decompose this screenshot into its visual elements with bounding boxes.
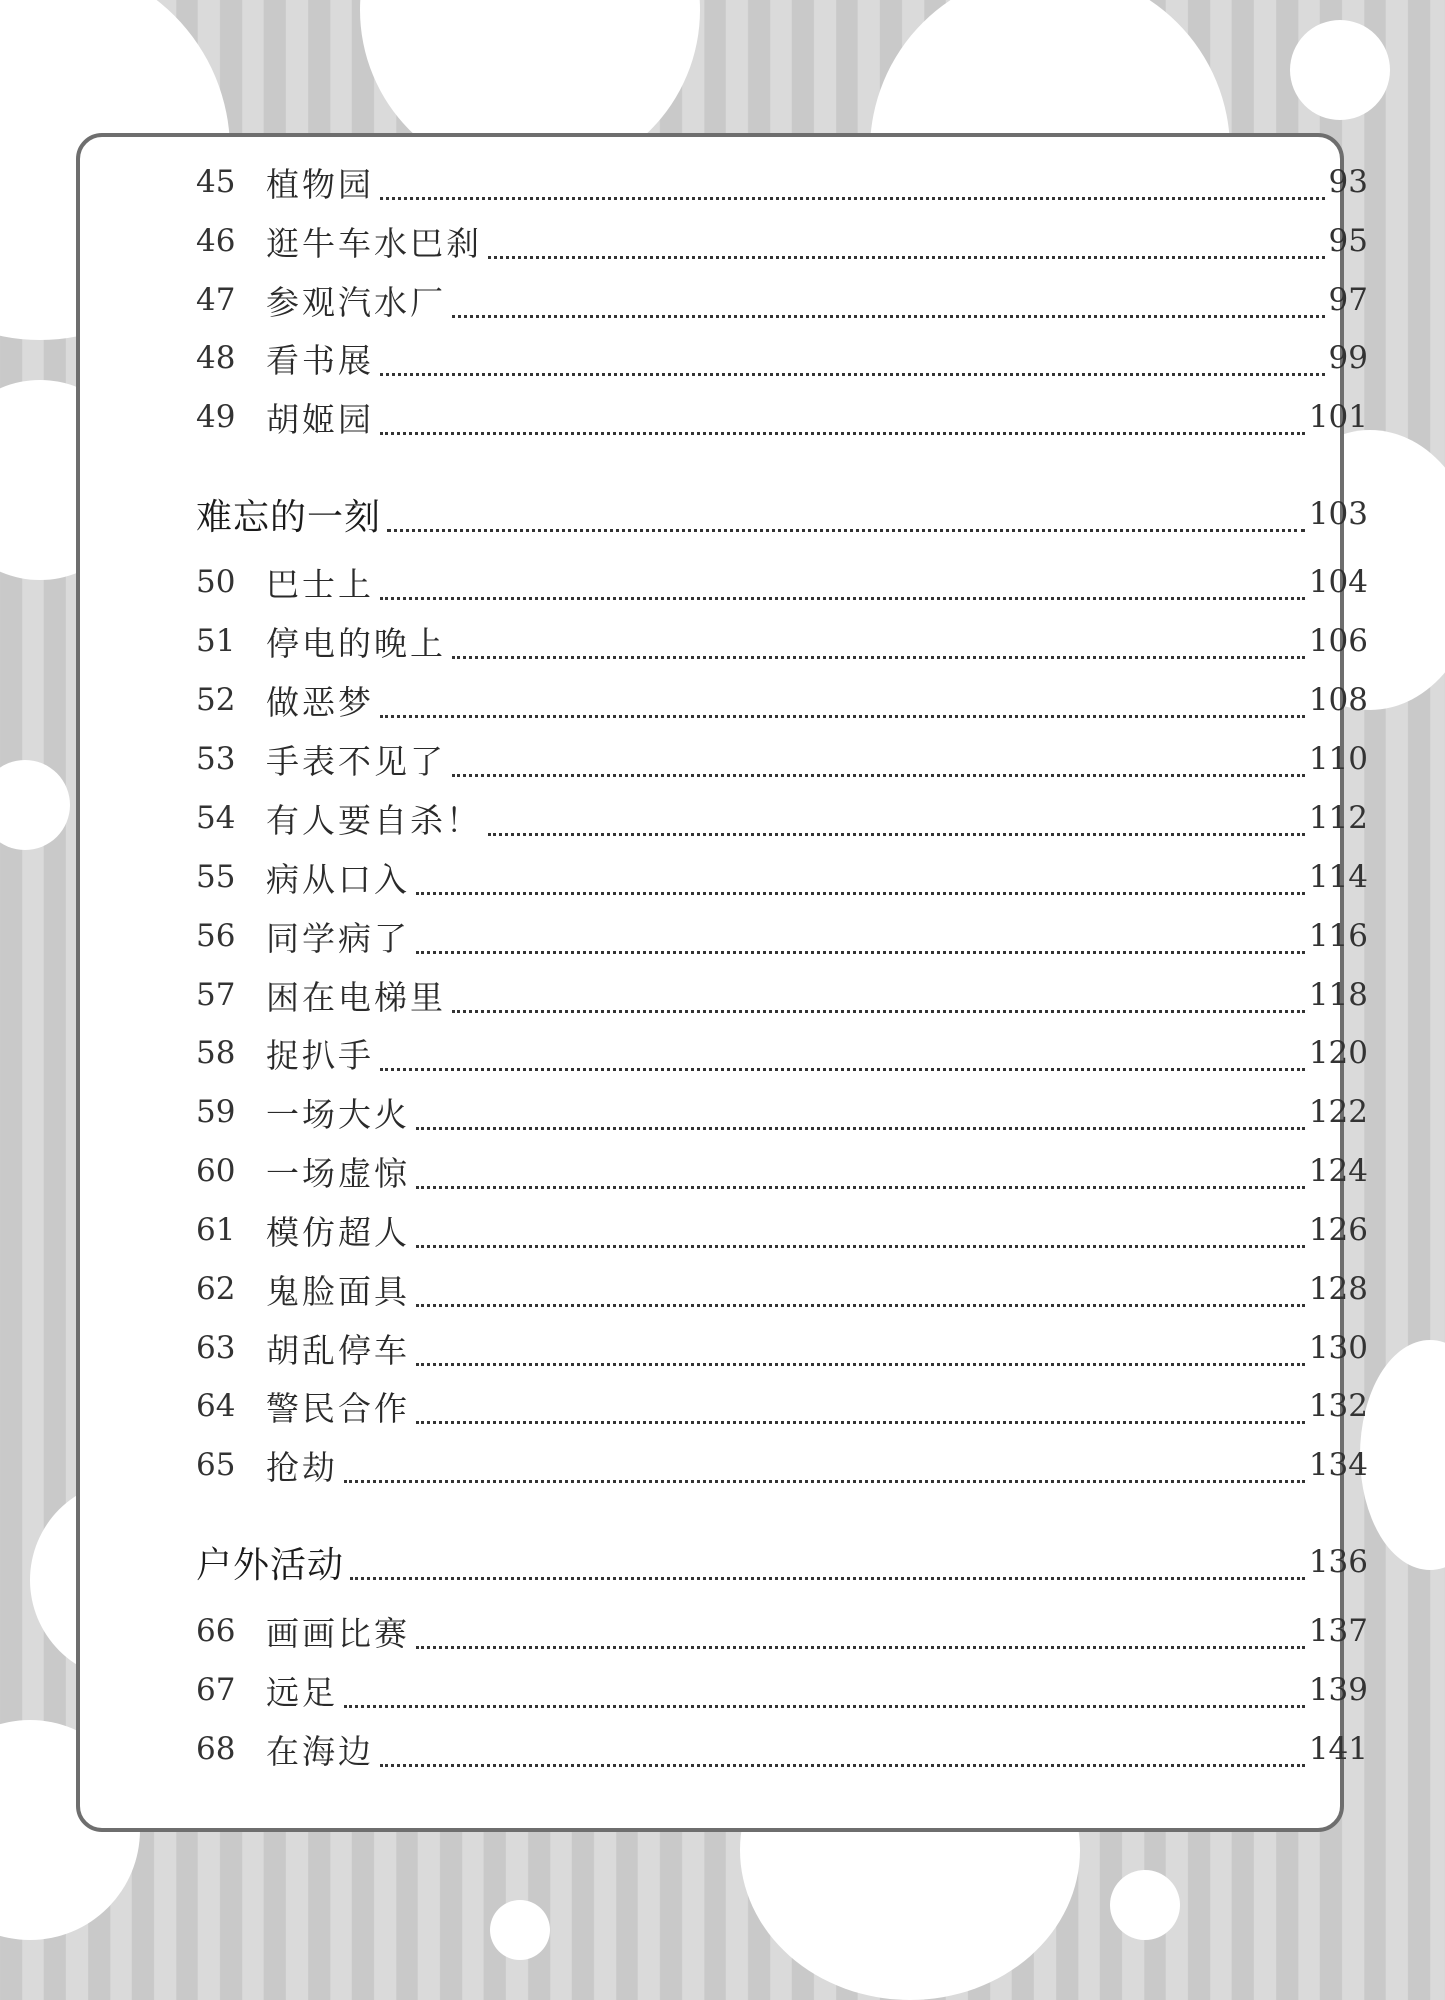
toc-entry xyxy=(196,392,1368,442)
toc-entry-title: 在海边 xyxy=(266,1731,374,1771)
toc-entry-number: 48 xyxy=(196,340,236,376)
toc-entry-title: 胡乱停车 xyxy=(266,1330,410,1370)
page-number: 101 xyxy=(1308,399,1368,435)
toc-entry-number: 45 xyxy=(196,164,236,200)
page-number: 139 xyxy=(1308,1672,1368,1708)
toc-entry-number: 66 xyxy=(196,1613,236,1649)
toc-entry-number: 64 xyxy=(196,1388,236,1424)
background-bubble xyxy=(490,1900,550,1960)
toc-entry xyxy=(196,734,1368,784)
toc-entry-number: 51 xyxy=(196,623,236,659)
toc-entry-number: 63 xyxy=(196,1330,236,1366)
toc-entry xyxy=(196,557,1368,607)
page-number: 120 xyxy=(1308,1035,1368,1071)
toc-entry-title: 胡姬园 xyxy=(266,399,374,439)
toc-entry xyxy=(196,1724,1368,1774)
toc-entry-title: 做恶梦 xyxy=(266,682,374,722)
toc-entry xyxy=(196,1264,1368,1314)
toc-entry-title: 病从口入 xyxy=(266,859,410,899)
toc-entry xyxy=(196,1606,1368,1656)
dot-leader xyxy=(416,1107,1305,1130)
toc-entry xyxy=(196,1381,1368,1431)
toc-entry-title: 一场大火 xyxy=(266,1094,410,1134)
toc-entry-number: 50 xyxy=(196,564,236,600)
dot-leader xyxy=(380,353,1325,376)
page-number: 106 xyxy=(1308,623,1368,659)
toc-entry-title: 捉扒手 xyxy=(266,1035,374,1075)
dot-leader xyxy=(416,931,1305,954)
page-number: 128 xyxy=(1308,1271,1368,1307)
toc-entry-number: 58 xyxy=(196,1035,236,1071)
toc-entry-number: 62 xyxy=(196,1271,236,1307)
page-number: 126 xyxy=(1308,1212,1368,1248)
toc-entry-title: 逛牛车水巴刹 xyxy=(266,223,482,263)
toc-entry-title: 困在电梯里 xyxy=(266,977,446,1017)
toc-entry-title: 看书展 xyxy=(266,340,374,380)
toc-entry-title: 参观汽水厂 xyxy=(266,282,446,322)
toc-entry-title: 一场虚惊 xyxy=(266,1153,410,1193)
toc-entry xyxy=(196,1205,1368,1255)
toc-entry-title: 画画比赛 xyxy=(266,1613,410,1653)
toc-entry xyxy=(196,1323,1368,1373)
dot-leader xyxy=(416,1225,1305,1248)
dot-leader xyxy=(452,295,1325,318)
toc-entry-number: 60 xyxy=(196,1153,236,1189)
toc-entry-title: 警民合作 xyxy=(266,1388,410,1428)
page-number: 97 xyxy=(1328,282,1368,318)
dot-leader xyxy=(380,177,1325,200)
toc-card xyxy=(76,133,1368,1832)
dot-leader xyxy=(416,872,1305,895)
background-bubble xyxy=(1110,1870,1180,1940)
background-bubble xyxy=(1360,1340,1445,1570)
toc-entry-title: 有人要自杀！ xyxy=(266,800,482,840)
page-number: 93 xyxy=(1328,164,1368,200)
toc-entry xyxy=(196,675,1368,725)
section-title: 难忘的一刻 xyxy=(196,496,382,538)
toc-entry-title: 手表不见了 xyxy=(266,741,446,781)
dot-leader xyxy=(452,990,1305,1013)
dot-leader xyxy=(488,236,1325,259)
toc-entry-title: 远足 xyxy=(266,1672,338,1712)
toc-entry-number: 67 xyxy=(196,1672,236,1708)
page-number: 122 xyxy=(1308,1094,1368,1130)
dot-leader xyxy=(380,577,1305,600)
toc-entry xyxy=(196,793,1368,843)
dot-leader xyxy=(380,1744,1305,1767)
toc-entry-title: 巴士上 xyxy=(266,564,374,604)
toc-entry-number: 65 xyxy=(196,1447,236,1483)
toc-entry-number: 46 xyxy=(196,223,236,259)
toc-entry-number: 47 xyxy=(196,282,236,318)
toc-entry-title: 同学病了 xyxy=(266,918,410,958)
dot-leader xyxy=(416,1401,1305,1424)
toc-entry-title: 植物园 xyxy=(266,164,374,204)
toc-section-heading xyxy=(196,489,1368,539)
toc-entry xyxy=(196,333,1368,383)
toc-entry-number: 68 xyxy=(196,1731,236,1767)
page-number: 114 xyxy=(1308,859,1368,895)
page-number: 95 xyxy=(1328,223,1368,259)
dot-leader xyxy=(387,509,1305,532)
toc-entry-number: 54 xyxy=(196,800,236,836)
dot-leader xyxy=(416,1626,1305,1649)
dot-leader xyxy=(416,1284,1305,1307)
toc-entry xyxy=(196,616,1368,666)
toc-entry-title: 抢劫 xyxy=(266,1447,338,1487)
page-number: 130 xyxy=(1308,1330,1368,1366)
dot-leader xyxy=(488,813,1305,836)
dot-leader xyxy=(416,1343,1305,1366)
page-number: 116 xyxy=(1308,918,1368,954)
page-number: 132 xyxy=(1308,1388,1368,1424)
toc-entry xyxy=(196,1146,1368,1196)
dot-leader xyxy=(416,1166,1305,1189)
toc-entry-number: 52 xyxy=(196,682,236,718)
toc-entry xyxy=(196,216,1368,266)
dot-leader xyxy=(344,1685,1305,1708)
page-number: 103 xyxy=(1308,496,1368,532)
toc-entry-number: 53 xyxy=(196,741,236,777)
toc-entry xyxy=(196,1665,1368,1715)
page-number: 110 xyxy=(1308,741,1368,777)
toc-section-heading xyxy=(196,1537,1368,1587)
page-number: 112 xyxy=(1308,800,1368,836)
toc-entry-title: 鬼脸面具 xyxy=(266,1271,410,1311)
toc-entry xyxy=(196,1440,1368,1490)
dot-leader xyxy=(452,754,1305,777)
toc-entry xyxy=(196,970,1368,1020)
dot-leader xyxy=(380,412,1305,435)
toc-entry xyxy=(196,1087,1368,1137)
section-title: 户外活动 xyxy=(196,1544,345,1586)
page-number: 124 xyxy=(1308,1153,1368,1189)
page-number: 99 xyxy=(1328,340,1368,376)
page-number: 104 xyxy=(1308,564,1368,600)
page-number: 134 xyxy=(1308,1447,1368,1483)
toc-entry-number: 59 xyxy=(196,1094,236,1130)
toc-entry xyxy=(196,157,1368,207)
toc-entry-title: 模仿超人 xyxy=(266,1212,410,1252)
background-bubble xyxy=(1290,20,1390,120)
toc-entry xyxy=(196,1028,1368,1078)
dot-leader xyxy=(452,636,1305,659)
page-number: 118 xyxy=(1308,977,1368,1013)
dot-leader xyxy=(350,1557,1305,1580)
page-number: 108 xyxy=(1308,682,1368,718)
dot-leader xyxy=(380,1048,1305,1071)
page-number: 137 xyxy=(1308,1613,1368,1649)
toc-entry xyxy=(196,911,1368,961)
background-bubble xyxy=(0,760,70,850)
toc-entry-title: 停电的晚上 xyxy=(266,623,446,663)
toc-entry-number: 57 xyxy=(196,977,236,1013)
toc-entry xyxy=(196,852,1368,902)
toc-entry-number: 49 xyxy=(196,399,236,435)
toc-entry-number: 61 xyxy=(196,1212,236,1248)
dot-leader xyxy=(344,1460,1305,1483)
toc-entry xyxy=(196,275,1368,325)
dot-leader xyxy=(380,695,1305,718)
page-number: 136 xyxy=(1308,1544,1368,1580)
page-number: 141 xyxy=(1308,1731,1368,1767)
toc-entry-number: 56 xyxy=(196,918,236,954)
toc-entry-number: 55 xyxy=(196,859,236,895)
